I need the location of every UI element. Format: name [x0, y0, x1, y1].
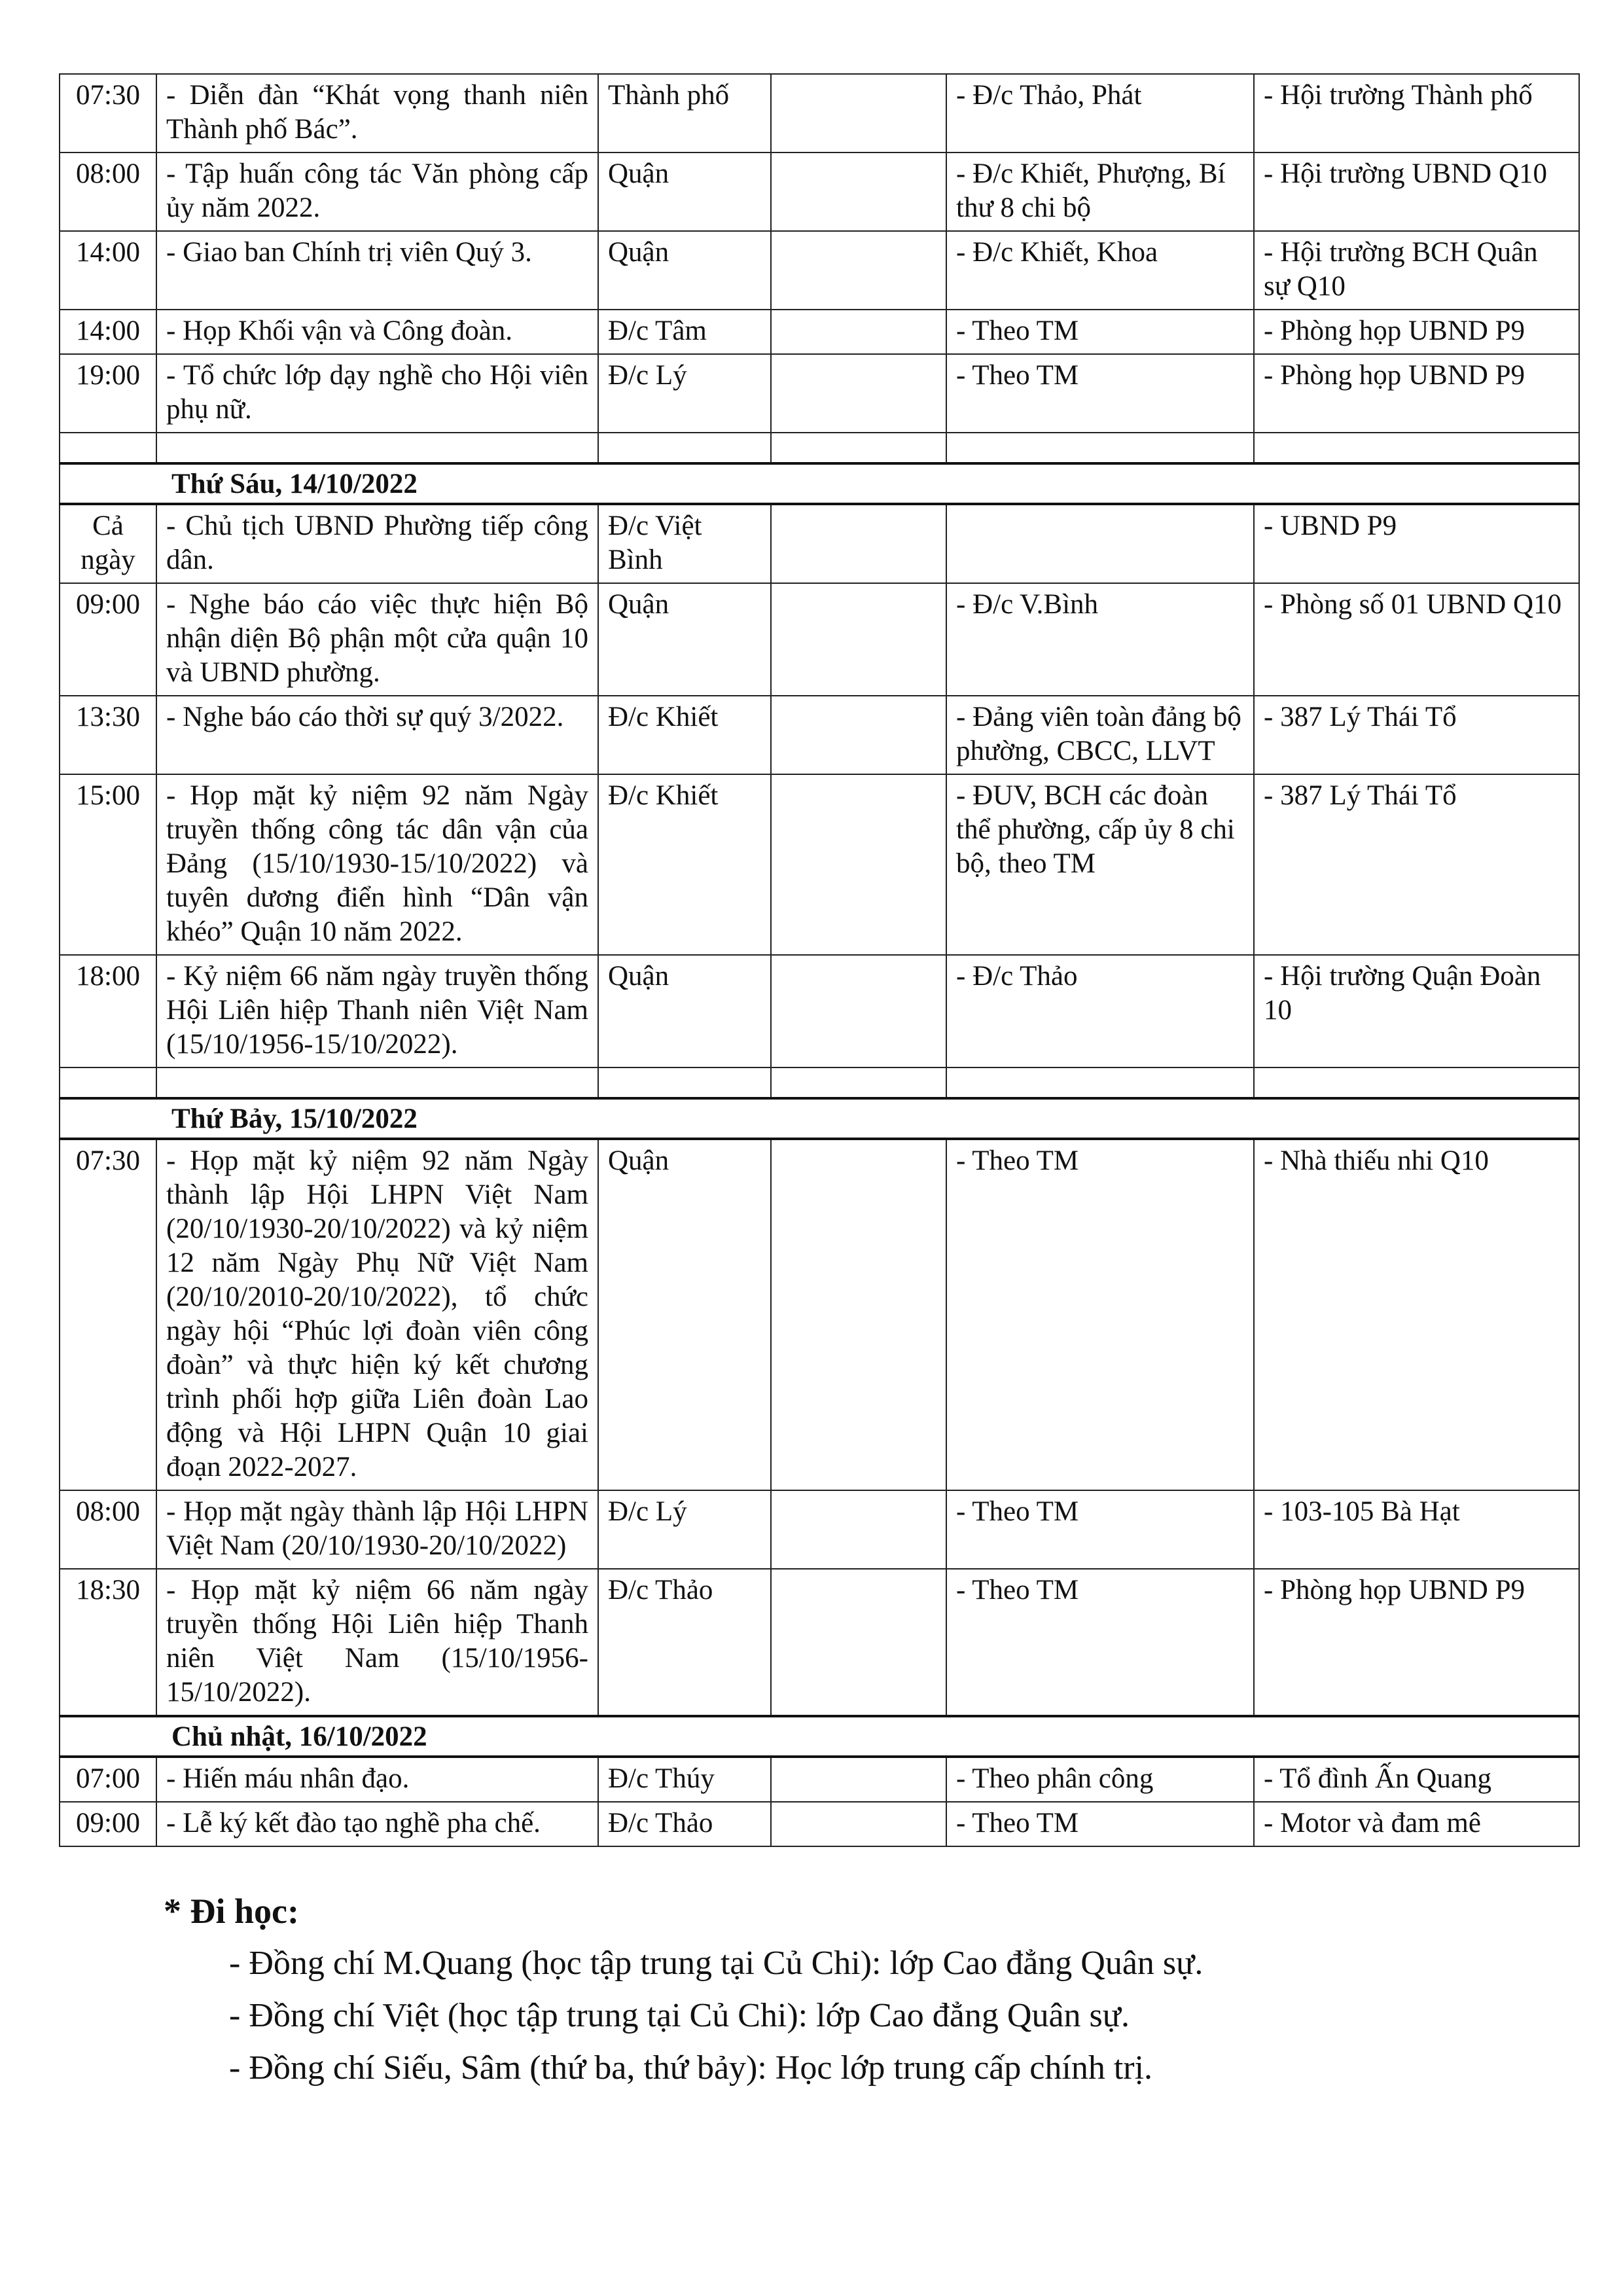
empty-cell — [598, 433, 771, 463]
schedule-row — [60, 583, 1579, 696]
time-cell: 18:30 — [60, 1569, 156, 1716]
location-cell: - Phòng họp UBND P9 — [1254, 310, 1579, 354]
content-cell: - Họp mặt kỷ niệm 92 năm Ngày thành lập Hội LHPN Việt Nam (20/10/1930-20/10/2022) và kỷ niệm 12 năm Ngày Phụ Nữ Việt Nam (20/10/2010-20/10/2022), tổ chức ngày hội “Phúc lợi đoàn viên công đoàn” và thực hiện ký kết chương trình phối hợp giữa Liên đoàn Lao động và Hội LHPN Quận 10 giai đoạn 2022-2027. — [156, 1139, 598, 1490]
schedule-row — [60, 1802, 1579, 1846]
schedule-row — [60, 1757, 1579, 1802]
host-cell: Đ/c Lý — [598, 1490, 771, 1569]
location-cell: - Phòng họp UBND P9 — [1254, 354, 1579, 433]
study-note-item: - Đồng chí Việt (học tập trung tại Củ Chi): lớp Cao đẳng Quân sự. — [229, 1997, 1130, 2034]
empty-cell — [60, 433, 156, 463]
content-cell: - Họp mặt kỷ niệm 66 năm ngày truyền thống Hội Liên hiệp Thanh niên Việt Nam (15/10/1956-15/10/2022). — [156, 1569, 598, 1716]
participants-cell: - ĐUV, BCH các đoàn thể phường, cấp ủy 8 chi bộ, theo TM — [946, 774, 1254, 955]
blank-cell — [771, 504, 946, 583]
schedule-row — [60, 152, 1579, 231]
content-cell: - Tập huấn công tác Văn phòng cấp ủy năm 2022. — [156, 152, 598, 231]
time-cell: 19:00 — [60, 354, 156, 433]
day-header-row — [60, 1716, 1579, 1757]
time-cell: 07:00 — [60, 1757, 156, 1802]
content-cell: - Lễ ký kết đào tạo nghề pha chế. — [156, 1802, 598, 1846]
empty-cell — [946, 1067, 1254, 1098]
schedule-row — [60, 1139, 1579, 1490]
host-cell: Đ/c Việt Bình — [598, 504, 771, 583]
day-header-label: Thứ Sáu, 14/10/2022 — [171, 469, 418, 499]
location-cell: - 387 Lý Thái Tổ — [1254, 774, 1579, 955]
host-cell: Đ/c Thảo — [598, 1569, 771, 1716]
schedule-row — [60, 74, 1579, 152]
time-cell: 09:00 — [60, 583, 156, 696]
host-cell: Đ/c Khiết — [598, 774, 771, 955]
host-cell: Đ/c Thúy — [598, 1757, 771, 1802]
time-cell: 07:30 — [60, 74, 156, 152]
time-cell: 08:00 — [60, 152, 156, 231]
content-cell: - Họp Khối vận và Công đoàn. — [156, 310, 598, 354]
participants-cell: - Theo TM — [946, 1139, 1254, 1490]
host-cell: Quận — [598, 231, 771, 310]
empty-cell — [156, 433, 598, 463]
participants-cell: - Đ/c Thảo — [946, 955, 1254, 1067]
participants-cell — [946, 504, 1254, 583]
participants-cell: - Theo TM — [946, 1569, 1254, 1716]
schedule-row — [60, 774, 1579, 955]
content-cell: - Giao ban Chính trị viên Quý 3. — [156, 231, 598, 310]
blank-cell — [771, 1757, 946, 1802]
content-cell: - Nghe báo cáo việc thực hiện Bộ nhận diện Bộ phận một cửa quận 10 và UBND phường. — [156, 583, 598, 696]
blank-cell — [771, 152, 946, 231]
location-cell: - Hội trường BCH Quân sự Q10 — [1254, 231, 1579, 310]
schedule-body — [60, 74, 1579, 1846]
location-cell: - 103-105 Bà Hạt — [1254, 1490, 1579, 1569]
schedule-row — [60, 504, 1579, 583]
location-cell: - Phòng số 01 UBND Q10 — [1254, 583, 1579, 696]
host-cell: Quận — [598, 583, 771, 696]
participants-cell: - Theo TM — [946, 1802, 1254, 1846]
blank-cell — [771, 774, 946, 955]
participants-cell: - Đ/c Khiết, Khoa — [946, 231, 1254, 310]
empty-cell — [60, 1067, 156, 1098]
content-cell: - Tổ chức lớp dạy nghề cho Hội viên phụ nữ. — [156, 354, 598, 433]
empty-cell — [946, 433, 1254, 463]
time-cell: Cả ngày — [60, 504, 156, 583]
blank-cell — [771, 1802, 946, 1846]
time-cell: 18:00 — [60, 955, 156, 1067]
location-cell: - Tổ đình Ấn Quang — [1254, 1757, 1579, 1802]
schedule-table — [59, 73, 1580, 1847]
content-cell: - Kỷ niệm 66 năm ngày truyền thống Hội Liên hiệp Thanh niên Việt Nam (15/10/1956-15/10/2022). — [156, 955, 598, 1067]
time-cell: 07:30 — [60, 1139, 156, 1490]
time-cell: 14:00 — [60, 310, 156, 354]
schedule-row — [60, 231, 1579, 310]
empty-cell — [771, 433, 946, 463]
study-notes — [164, 1885, 1538, 2094]
time-cell: 13:30 — [60, 696, 156, 774]
blank-cell — [771, 583, 946, 696]
participants-cell: - Theo phân công — [946, 1757, 1254, 1802]
location-cell: - 387 Lý Thái Tổ — [1254, 696, 1579, 774]
host-cell: Đ/c Khiết — [598, 696, 771, 774]
host-cell: Quận — [598, 152, 771, 231]
empty-cell — [1254, 433, 1579, 463]
empty-cell — [1254, 1067, 1579, 1098]
blank-cell — [771, 310, 946, 354]
host-cell: Quận — [598, 1139, 771, 1490]
host-cell: Đ/c Thảo — [598, 1802, 771, 1846]
content-cell: - Chủ tịch UBND Phường tiếp công dân. — [156, 504, 598, 583]
empty-row — [60, 433, 1579, 463]
time-cell: 14:00 — [60, 231, 156, 310]
schedule-row — [60, 955, 1579, 1067]
blank-cell — [771, 1490, 946, 1569]
location-cell: - Nhà thiếu nhi Q10 — [1254, 1139, 1579, 1490]
day-header — [60, 463, 1579, 504]
host-cell: Đ/c Tâm — [598, 310, 771, 354]
day-header-label: Chủ nhật, 16/10/2022 — [171, 1721, 427, 1752]
content-cell: - Nghe báo cáo thời sự quý 3/2022. — [156, 696, 598, 774]
day-header-label: Thứ Bảy, 15/10/2022 — [171, 1103, 418, 1134]
content-cell: - Diễn đàn “Khát vọng thanh niên Thành phố Bác”. — [156, 74, 598, 152]
participants-cell: - Theo TM — [946, 354, 1254, 433]
schedule-row — [60, 1490, 1579, 1569]
schedule-row — [60, 696, 1579, 774]
host-cell: Thành phố — [598, 74, 771, 152]
location-cell: - Hội trường UBND Q10 — [1254, 152, 1579, 231]
participants-cell: - Theo TM — [946, 310, 1254, 354]
schedule-row — [60, 354, 1579, 433]
day-header — [60, 1716, 1579, 1757]
participants-cell: - Đ/c Thảo, Phát — [946, 74, 1254, 152]
empty-cell — [598, 1067, 771, 1098]
time-cell: 15:00 — [60, 774, 156, 955]
blank-cell — [771, 696, 946, 774]
participants-cell: - Đ/c V.Bình — [946, 583, 1254, 696]
schedule-row — [60, 1569, 1579, 1716]
location-cell: - Phòng họp UBND P9 — [1254, 1569, 1579, 1716]
blank-cell — [771, 354, 946, 433]
blank-cell — [771, 231, 946, 310]
host-cell: Đ/c Lý — [598, 354, 771, 433]
time-cell: 09:00 — [60, 1802, 156, 1846]
blank-cell — [771, 1139, 946, 1490]
blank-cell — [771, 1569, 946, 1716]
location-cell: - Motor và đam mê — [1254, 1802, 1579, 1846]
schedule-row — [60, 310, 1579, 354]
location-cell: - UBND P9 — [1254, 504, 1579, 583]
study-note-item: - Đồng chí M.Quang (học tập trung tại Củ Chi): lớp Cao đẳng Quân sự. — [229, 1945, 1204, 1982]
study-note-item: - Đồng chí Siếu, Sâm (thứ ba, thứ bảy): Học lớp trung cấp chính trị. — [229, 2049, 1153, 2087]
participants-cell: - Theo TM — [946, 1490, 1254, 1569]
location-cell: - Hội trường Quận Đoàn 10 — [1254, 955, 1579, 1067]
content-cell: - Họp mặt ngày thành lập Hội LHPN Việt Nam (20/10/1930-20/10/2022) — [156, 1490, 598, 1569]
content-cell: - Họp mặt kỷ niệm 92 năm Ngày truyền thống công tác dân vận của Đảng (15/10/1930-15/10/2022) và tuyên dương điển hình “Dân vận khéo” Quận 10 năm 2022. — [156, 774, 598, 955]
study-notes-heading: * Đi học: — [164, 1892, 299, 1931]
content-cell: - Hiến máu nhân đạo. — [156, 1757, 598, 1802]
empty-cell — [771, 1067, 946, 1098]
empty-cell — [156, 1067, 598, 1098]
host-cell: Quận — [598, 955, 771, 1067]
participants-cell: - Đ/c Khiết, Phượng, Bí thư 8 chi bộ — [946, 152, 1254, 231]
day-header — [60, 1098, 1579, 1139]
participants-cell: - Đảng viên toàn đảng bộ phường, CBCC, LLVT — [946, 696, 1254, 774]
location-cell: - Hội trường Thành phố — [1254, 74, 1579, 152]
empty-row — [60, 1067, 1579, 1098]
day-header-row — [60, 463, 1579, 504]
time-cell: 08:00 — [60, 1490, 156, 1569]
day-header-row — [60, 1098, 1579, 1139]
blank-cell — [771, 955, 946, 1067]
blank-cell — [771, 74, 946, 152]
